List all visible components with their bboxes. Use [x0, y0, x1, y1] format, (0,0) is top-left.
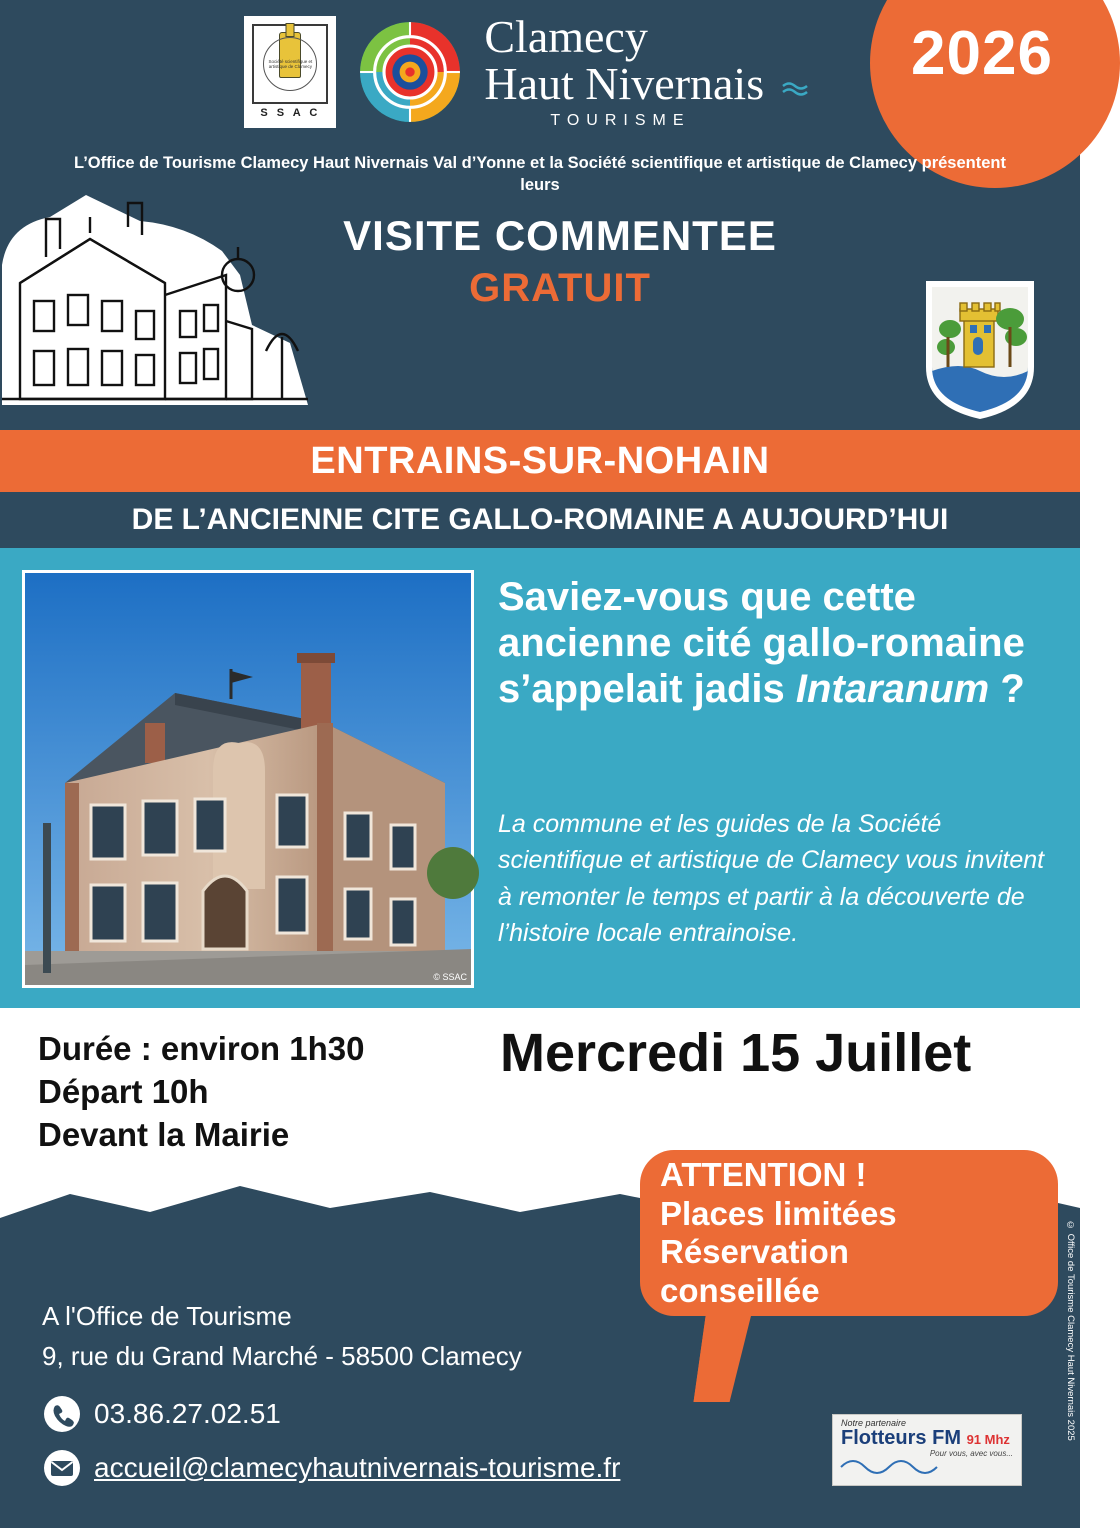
ssac-logo-label: S S A C [260, 107, 321, 120]
event-date: Mercredi 15 Juillet [500, 1023, 972, 1083]
brand-wordmark [484, 11, 835, 130]
practical-details [38, 1028, 508, 1157]
meeting-point-line: Devant la Mairie [38, 1115, 290, 1153]
teal-body-text: La commune et les guides de la Société scientifique et artistique de Clamecy vous invitent à remonter le temps et partir à la découverte de l’histoire locale entrainoise. [498, 810, 1045, 947]
partner-prefix: Notre partenaire [841, 1418, 907, 1428]
brand-line-2 [484, 57, 835, 109]
partner-tagline: Pour vous, avec vous... [929, 1449, 1013, 1458]
office-address [42, 1296, 682, 1377]
teal-headline [498, 574, 1058, 712]
wave-icon [782, 80, 836, 96]
ssac-seal-text: Société scientifique et artistique de Clamecy [263, 37, 317, 91]
departure-line: Départ 10h [38, 1072, 209, 1110]
partner-name: Flotteurs FM [841, 1427, 961, 1449]
brand-line-1: Clamecy [484, 11, 648, 62]
notice-line-1: ATTENTION ! [660, 1156, 867, 1193]
ssac-logo [244, 16, 336, 128]
brand-subtitle: TOURISME [550, 111, 691, 129]
office-name: A l'Office de Tourisme [42, 1301, 292, 1331]
headline-part-2: ? [989, 667, 1025, 711]
email-icon [42, 1448, 82, 1488]
notice-line-4: conseillée [660, 1271, 820, 1309]
photo-credit: © SSAC [433, 972, 467, 982]
description-section [0, 548, 1080, 1008]
copyright-credit: © Office de Tourisme Clamecy Haut Nivernais 2025 [1065, 1220, 1076, 1441]
phone-icon [42, 1394, 82, 1434]
subtitle-text: DE L’ANCIENNE CITE GALLO-ROMAINE A AUJOURD’HUI [131, 503, 949, 536]
partner-name-row [833, 1428, 1021, 1449]
headline-part-1: Saviez-vous que cette ancienne cité gallo-romaine s’appelait jadis [498, 575, 1025, 711]
office-street: 9, rue du Grand Marché - 58500 Clamecy [42, 1341, 522, 1372]
photo-illustration [25, 573, 471, 985]
phone-row[interactable] [42, 1394, 281, 1434]
notice-text [660, 1156, 1050, 1310]
free-label: GRATUIT [469, 266, 651, 310]
building-photo [22, 570, 474, 988]
duration-line: Durée : environ 1h30 [38, 1030, 365, 1067]
email-row[interactable] [42, 1448, 620, 1488]
brand-line-2-text: Haut Nivernais [484, 57, 765, 109]
visit-title: VISITE COMMENTEE [343, 212, 777, 259]
logo-row [0, 11, 1080, 130]
year-label: 2026 [911, 19, 1053, 88]
email-address: accueil@clamecyhautnivernais-tourisme.fr [94, 1452, 621, 1483]
notice-line-2: Places limitées [660, 1194, 897, 1232]
mandala-icon [358, 20, 462, 124]
header-band [0, 0, 1080, 430]
phone-number: 03.86.27.02.51 [94, 1398, 281, 1429]
coat-of-arms-icon [920, 275, 1040, 423]
partner-logo [832, 1414, 1022, 1486]
headline-italic: Intaranum [795, 667, 990, 711]
notice-line-3: Réservation [660, 1233, 849, 1271]
subtitle-banner [0, 492, 1080, 548]
ssac-logo-frame [252, 24, 328, 104]
radio-wave-icon [839, 1455, 959, 1473]
town-banner [0, 430, 1080, 492]
footer-section [0, 1156, 1080, 1528]
presenters-text: L’Office de Tourisme Clamecy Haut Nivernais Val d’Yonne et la Société scientifique et artistique de Clamecy présentent leurs [74, 154, 1006, 195]
town-name: ENTRAINS-SUR-NOHAIN [310, 439, 770, 482]
partner-frequency: 91 Mhz [966, 1432, 1010, 1447]
